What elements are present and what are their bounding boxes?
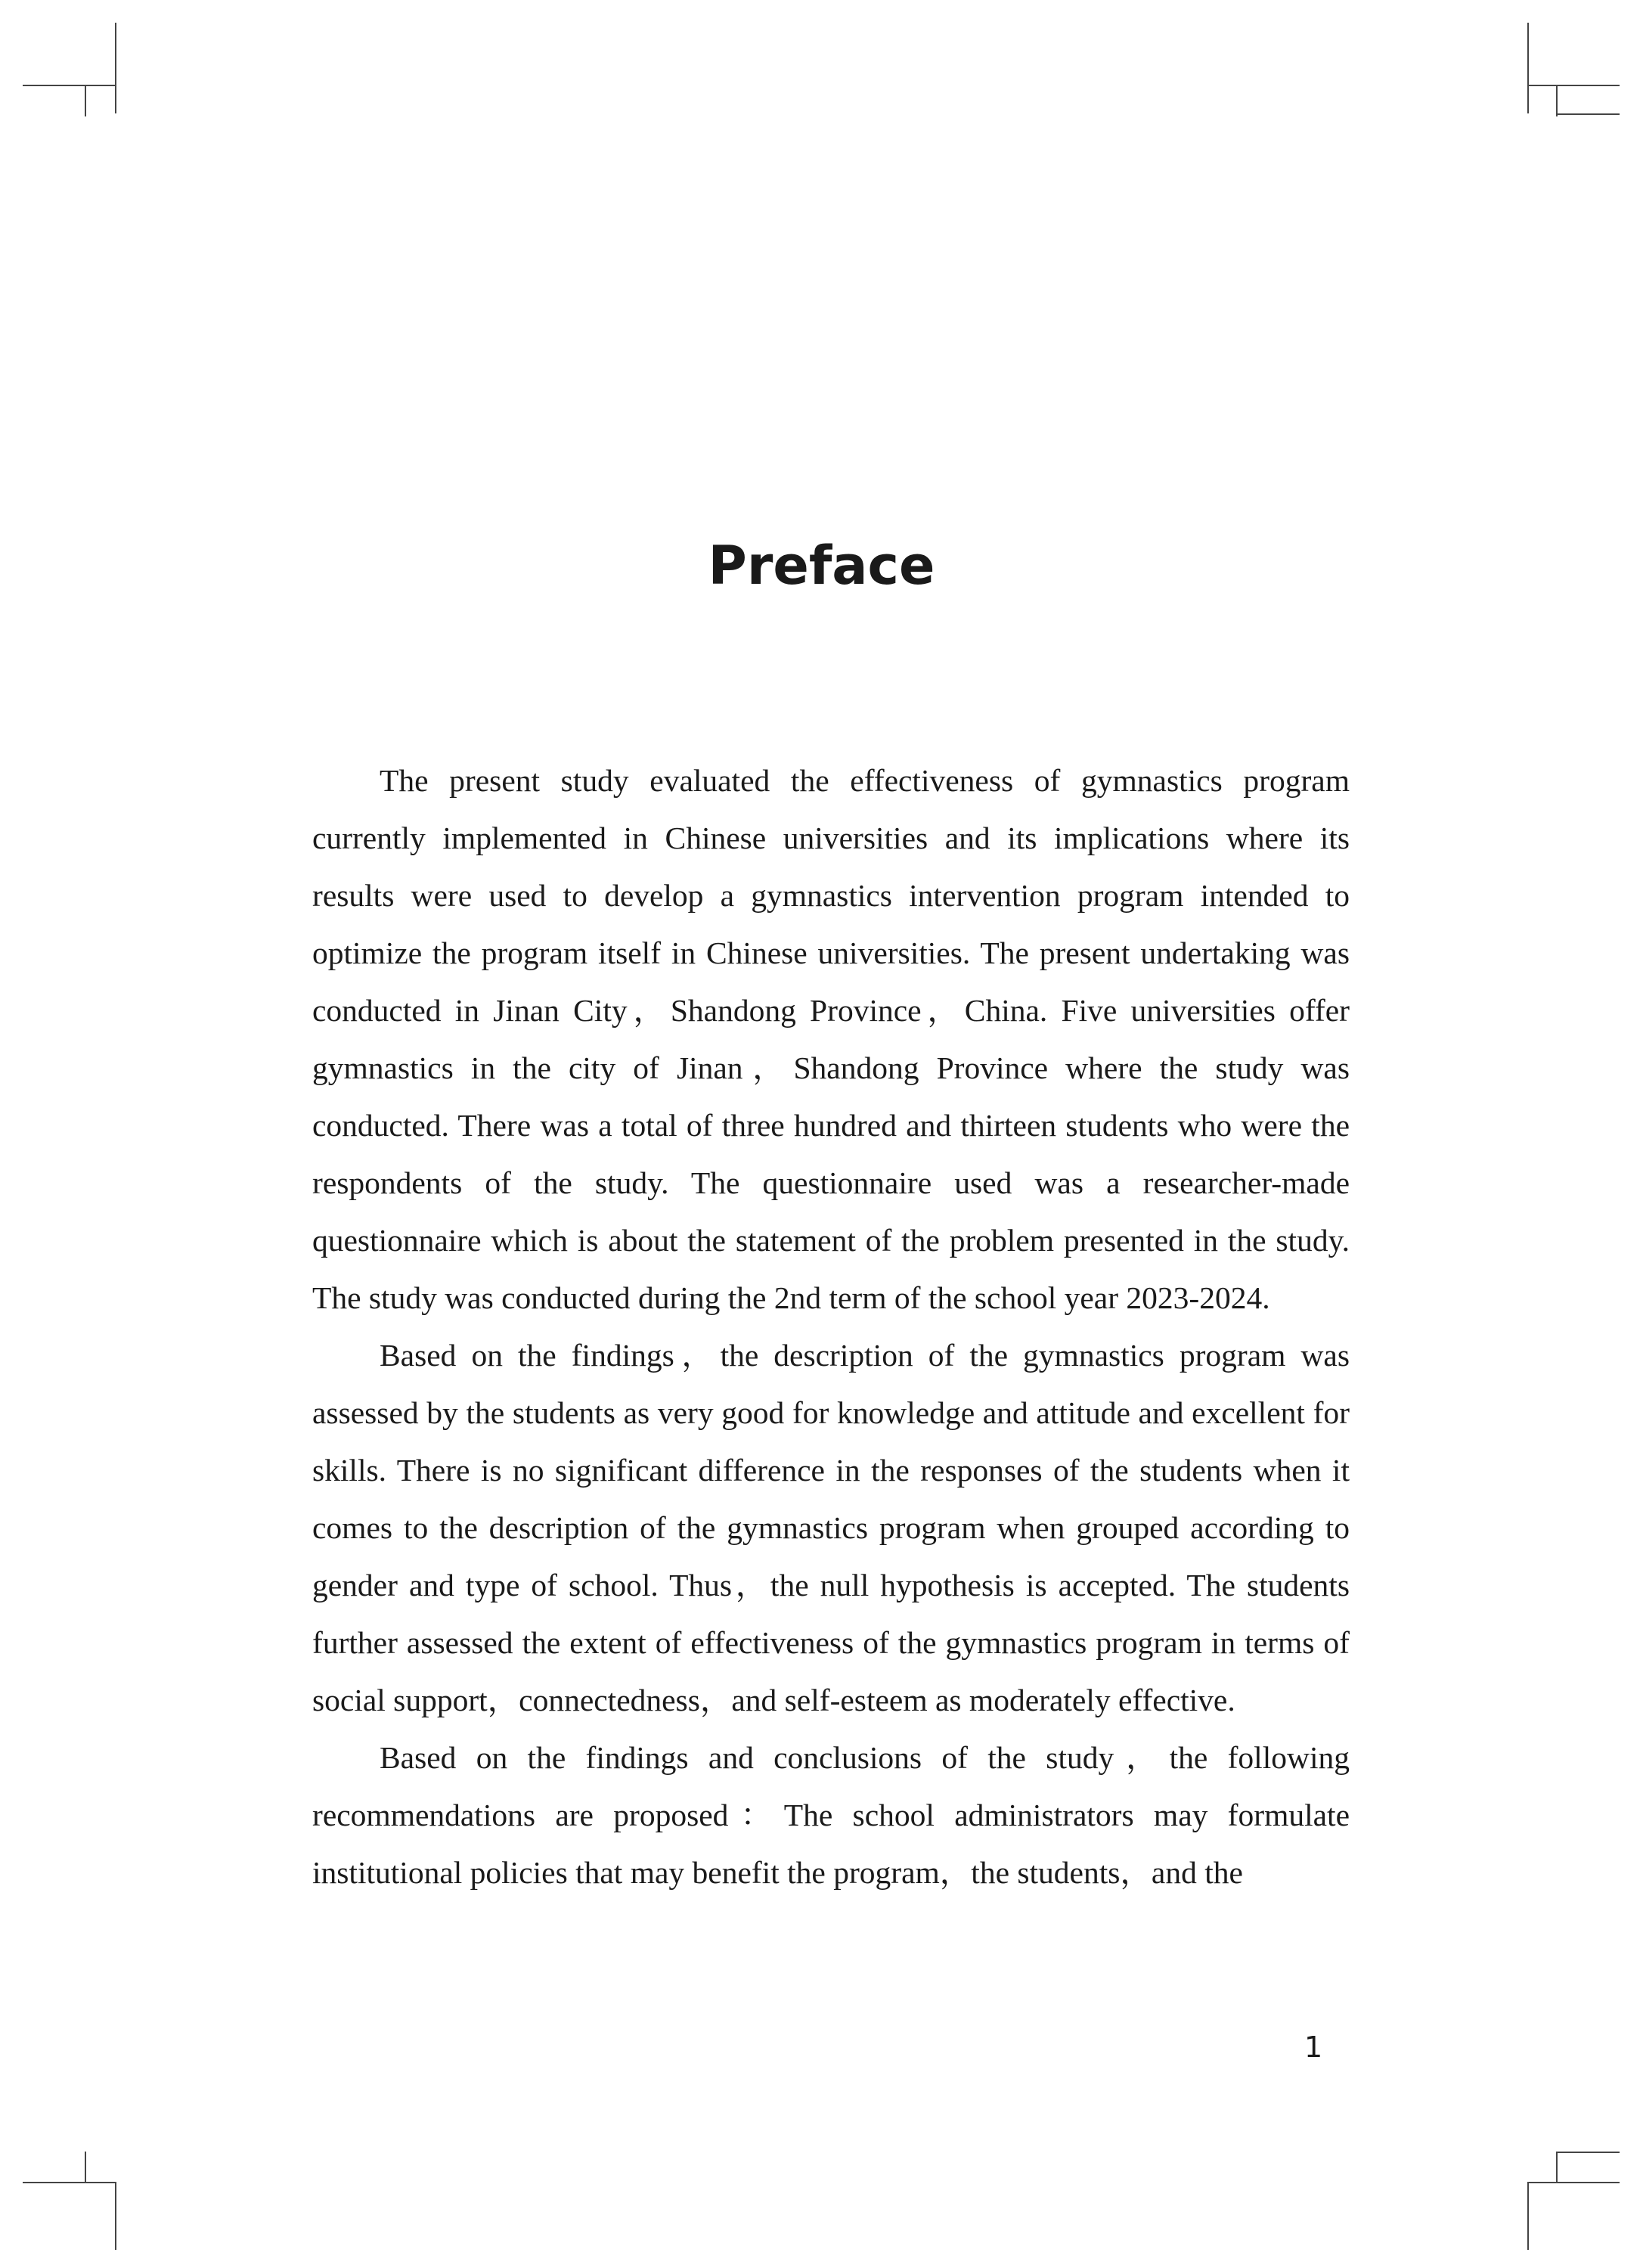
crop-mark (1527, 2182, 1620, 2183)
page-number: 1 (1304, 2031, 1323, 2064)
crop-mark (1556, 2152, 1620, 2153)
crop-mark (1527, 2182, 1529, 2250)
crop-mark (1527, 85, 1620, 86)
crop-mark (1527, 23, 1529, 113)
crop-mark (23, 2182, 115, 2183)
crop-mark (115, 2182, 116, 2250)
crop-mark (85, 2152, 86, 2183)
crop-mark (1556, 2152, 1558, 2183)
paragraph: Based on the findings and conclusions of the study，the following recommendations are proposed：The school administrators may formulate institutional policies that may benefit the program，the students，and the (312, 1740, 1350, 1890)
paragraph: Based on the findings，the description of the gymnastics program was assessed by the students as very good for knowledge and attitude and excellent for skills. There is no significant difference in the responses of the students when it comes to the description of the gymnastics program when grouped according to gender and type of school. Thus，the null hypothesis is accepted. The students further assessed the extent of effectiveness of the gymnastics program in terms of social support，connectedness，and self-esteem as moderately effective. (312, 1338, 1350, 1717)
page-title: Preface (708, 534, 935, 597)
crop-mark (23, 85, 115, 86)
crop-mark (1556, 113, 1620, 115)
paragraph: The present study evaluated the effectiveness of gymnastics program currently implemented in Chinese universities and its implications where its results were used to develop a gymnastics intervention program intended to optimize the program itself in Chinese universities. The present undertaking was conducted in Jinan City，Shandong Province，China. Five universities offer gymnastics in the city of Jinan，Shandong Province where the study was conducted. There was a total of three hundred and thirteen students who were the respondents of the study. The questionnaire used was a researcher-made questionnaire which is about the statement of the problem presented in the study. The study was conducted during the 2nd term of the school year 2023-2024. (312, 763, 1350, 1315)
preface-body (312, 752, 1350, 1901)
crop-mark (1556, 85, 1558, 116)
crop-mark (85, 85, 86, 116)
crop-mark (115, 23, 116, 113)
